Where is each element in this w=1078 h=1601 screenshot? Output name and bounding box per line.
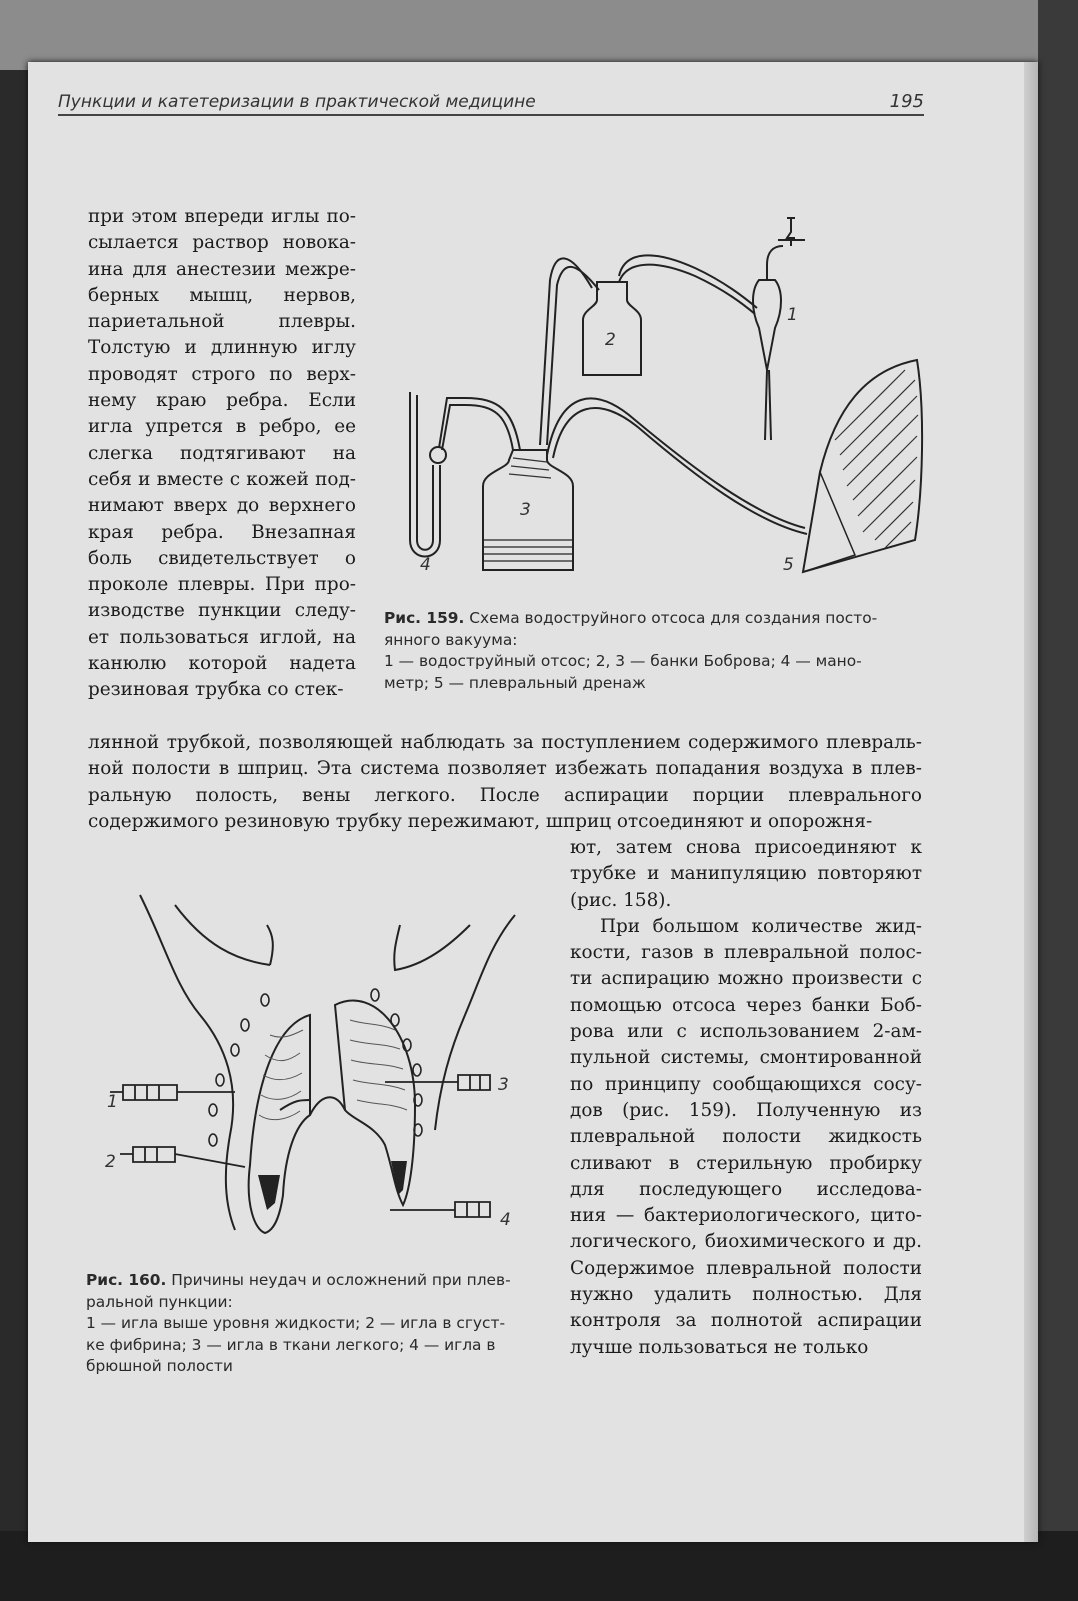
text-line: логического, биохимического и др. [570, 1231, 922, 1253]
text-line: плевральной полости жидкость [570, 1126, 922, 1148]
text-line: для последующего исследова- [570, 1178, 922, 1200]
left-column-text [88, 204, 356, 704]
figure-160-caption [86, 1270, 556, 1378]
text-line: по принципу сообщающихся сосу- [570, 1073, 922, 1095]
full-width-text [88, 730, 922, 835]
text-line: нимают вверх до верхнего [88, 495, 356, 517]
text-line: проводят строго по верх- [88, 363, 356, 385]
fig159-label-2: 2 [605, 330, 616, 350]
figure-159-caption-line: метр; 5 — плевральный дренаж [384, 673, 646, 692]
text-line: сылается раствор новока- [88, 232, 356, 254]
figure-160-caption-line: 1 — игла выше уровня жидкости; 2 — игла в сгуст- [86, 1314, 506, 1332]
text-line: ют, затем снова присоединяют к [570, 837, 922, 858]
text-line: края ребра. Внезапная [88, 521, 356, 543]
text-line: сливают в стерильную пробирку [570, 1152, 922, 1174]
figure-160-caption-line: ке фибрина; 3 — игла в ткани легкого; 4 — игла в [86, 1335, 496, 1354]
text-line: боль свидетельствует о [88, 547, 356, 569]
figure-159-caption [384, 608, 924, 694]
text-line: себя и вместе с кожей под- [88, 468, 356, 490]
text-line: канюлю которой надета [88, 653, 356, 675]
text-line: проколе плевры. При про- [88, 574, 356, 596]
text-line: слегка подтягивают на [88, 442, 356, 464]
page-number: 195 [889, 91, 924, 112]
figure-159-caption-line: янного вакуума: [384, 630, 518, 649]
text-line: трубке и манипуляцию повторяют [570, 863, 922, 885]
text-line: резиновая трубка со стек- [88, 679, 344, 701]
figure-160-caption-line: брюшной полости [86, 1357, 233, 1375]
text-line: содержимого резиновую трубку пережимают, шприц отсоединяют и опорожня- [88, 810, 873, 832]
background-top [0, 0, 1078, 70]
text-line: нужно удалить полностью. Для [570, 1284, 922, 1306]
figure-159-diagram [395, 210, 925, 595]
page-edge [1024, 62, 1038, 1542]
text-line: ральную полость, вены легкого. После аспирации порции плеврального [88, 784, 922, 806]
fig159-label-3: 3 [520, 500, 531, 520]
fig159-label-1: 1 [787, 305, 798, 325]
text-line: игла упрется в ребро, ее [88, 416, 356, 438]
text-line: лянной трубкой, позволяющей наблюдать за поступлением содержимого плевраль- [88, 732, 922, 753]
fig159-label-4: 4 [420, 555, 431, 575]
text-line: нему краю ребра. Если [88, 390, 356, 412]
figure-160-caption-line: Причины неудач и осложнений при плев- [171, 1271, 511, 1289]
text-line: ина для анестезии межре- [88, 258, 356, 280]
figure-159-caption-label: Рис. 159. [384, 609, 465, 627]
text-line: Толстую и длинную иглу [88, 337, 356, 359]
figure-160-caption-line: ральной пункции: [86, 1292, 233, 1311]
text-line: пульной системы, смонтированной [570, 1047, 922, 1069]
fig160-label-2: 2 [105, 1152, 116, 1172]
background-right [1038, 0, 1078, 1601]
text-line: При большом количестве жид- [600, 915, 922, 937]
fig160-label-3: 3 [498, 1075, 509, 1095]
text-line: дов (рис. 159). Полученную из [570, 1099, 922, 1121]
fig160-label-1: 1 [107, 1092, 118, 1112]
text-line: помощью отсоса через банки Боб- [570, 994, 922, 1016]
text-line: париетальной плевры. [88, 311, 356, 333]
text-line: контроля за полнотой аспирации [570, 1310, 922, 1332]
figure-160-diagram [95, 885, 560, 1250]
fig159-label-5: 5 [783, 555, 794, 575]
text-line: рова или с использованием 2-ам- [570, 1021, 922, 1043]
text-line: (рис. 158). [570, 889, 672, 911]
right-column-text [570, 835, 922, 1361]
text-line: ет пользоваться иглой, на [88, 626, 356, 648]
text-line: изводстве пункции следу- [88, 600, 356, 622]
text-line: Содержимое плевральной полости [570, 1257, 922, 1279]
running-head [58, 88, 924, 116]
figure-159-caption-line: 1 — водоструйный отсос; 2, 3 — банки Боброва; 4 — мано- [384, 652, 862, 670]
figure-159-caption-line: Схема водоструйного отсоса для создания посто- [469, 609, 878, 627]
text-line: кости, газов в плевральной полос- [570, 942, 922, 964]
text-line: ния — бактериологического, цито- [570, 1205, 922, 1227]
running-head-title: Пункции и катетеризации в практической медицине [58, 92, 536, 112]
fig160-label-4: 4 [500, 1210, 511, 1230]
figure-160-caption-label: Рис. 160. [86, 1271, 167, 1289]
text-line: берных мышц, нервов, [88, 284, 356, 306]
text-line: ной полости в шприц. Эта система позволяет избежать попадания воздуха в плев- [88, 758, 922, 780]
text-line: ти аспирацию можно произвести с [570, 968, 922, 990]
text-line: при этом впереди иглы по- [88, 206, 356, 227]
text-line: лучше пользоваться не только [570, 1336, 869, 1358]
